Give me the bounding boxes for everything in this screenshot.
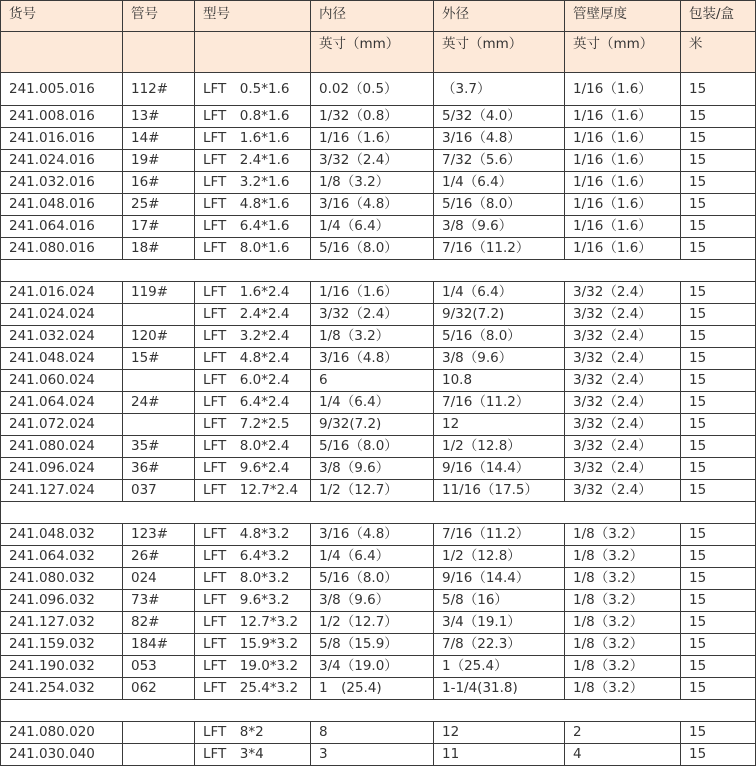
- wall-thickness-cell: 1/8（3.2）: [565, 612, 681, 634]
- item-number-cell: 241.096.024: [1, 458, 123, 480]
- outer-diameter-cell: 7/16（11.2）: [434, 392, 565, 414]
- table-row: [1, 348, 756, 370]
- model-cell: LFT 6.4*3.2: [195, 546, 311, 568]
- package-cell: 15: [681, 282, 756, 304]
- outer-diameter-cell: （3.7）: [434, 73, 565, 106]
- tube-number-cell: 123#: [123, 524, 195, 546]
- item-number-cell: 241.060.024: [1, 370, 123, 392]
- outer-diameter-cell: 7/32（5.6）: [434, 150, 565, 172]
- model-cell: LFT 1.6*1.6: [195, 128, 311, 150]
- package-cell: 15: [681, 392, 756, 414]
- units-row: [1, 32, 756, 73]
- inner-diameter-cell: 3/16（4.8）: [311, 348, 434, 370]
- wall-thickness-cell: 3/32（2.4）: [565, 480, 681, 502]
- package-cell: 15: [681, 634, 756, 656]
- group-separator-row: [1, 260, 756, 282]
- outer-diameter-cell: 12: [434, 722, 565, 744]
- outer-diameter-cell: 1/2（12.8）: [434, 436, 565, 458]
- tube-number-cell: [123, 744, 195, 766]
- table-row: [1, 326, 756, 348]
- item-number-cell: 241.064.024: [1, 392, 123, 414]
- inner-diameter-cell: 1/8（3.2）: [311, 172, 434, 194]
- tube-number-cell: 35#: [123, 436, 195, 458]
- table-row: [1, 744, 756, 766]
- inner-diameter-cell: 3/16（4.8）: [311, 524, 434, 546]
- table-body: [1, 73, 756, 766]
- wall-thickness-cell: 1/16（1.6）: [565, 106, 681, 128]
- wall-thickness-cell: 1/16（1.6）: [565, 216, 681, 238]
- inner-diameter-cell: 5/16（8.0）: [311, 436, 434, 458]
- outer-diameter-cell: 5/16（8.0）: [434, 194, 565, 216]
- outer-diameter-cell: 9/16（14.4）: [434, 568, 565, 590]
- inner-diameter-cell: 1/4（6.4）: [311, 216, 434, 238]
- package-cell: 15: [681, 656, 756, 678]
- outer-diameter-cell: 3/4（19.1）: [434, 612, 565, 634]
- wall-thickness-cell: 2: [565, 722, 681, 744]
- inner-diameter-cell: 1/4（6.4）: [311, 392, 434, 414]
- table-row: [1, 73, 756, 106]
- unit-cell: 英寸（mm）: [434, 32, 565, 73]
- table-row: [1, 392, 756, 414]
- wall-thickness-cell: 3/32（2.4）: [565, 348, 681, 370]
- model-cell: LFT 9.6*3.2: [195, 590, 311, 612]
- package-cell: 15: [681, 458, 756, 480]
- package-cell: 15: [681, 480, 756, 502]
- outer-diameter-cell: 3/8（9.6）: [434, 348, 565, 370]
- table-row: [1, 656, 756, 678]
- outer-diameter-cell: 11: [434, 744, 565, 766]
- outer-diameter-cell: 1/2（12.8）: [434, 546, 565, 568]
- model-cell: LFT 6.4*2.4: [195, 392, 311, 414]
- inner-diameter-cell: 5/16（8.0）: [311, 238, 434, 260]
- header-row: [1, 1, 756, 32]
- item-number-cell: 241.096.032: [1, 590, 123, 612]
- column-header-outer-diameter: 外径: [434, 1, 565, 32]
- inner-diameter-cell: 1/16（1.6）: [311, 128, 434, 150]
- package-cell: 15: [681, 722, 756, 744]
- wall-thickness-cell: 1/8（3.2）: [565, 656, 681, 678]
- table-row: [1, 106, 756, 128]
- inner-diameter-cell: 0.02（0.5）: [311, 73, 434, 106]
- item-number-cell: 241.190.032: [1, 656, 123, 678]
- model-cell: LFT 6.4*1.6: [195, 216, 311, 238]
- package-cell: 15: [681, 524, 756, 546]
- item-number-cell: 241.048.024: [1, 348, 123, 370]
- wall-thickness-cell: 1/16（1.6）: [565, 172, 681, 194]
- wall-thickness-cell: 1/8（3.2）: [565, 524, 681, 546]
- outer-diameter-cell: 1（25.4）: [434, 656, 565, 678]
- outer-diameter-cell: 3/16（4.8）: [434, 128, 565, 150]
- inner-diameter-cell: 3/16（4.8）: [311, 194, 434, 216]
- column-header-package: 包装/盒: [681, 1, 756, 32]
- inner-diameter-cell: 5/16（8.0）: [311, 568, 434, 590]
- inner-diameter-cell: 1/2（12.7）: [311, 480, 434, 502]
- package-cell: 15: [681, 436, 756, 458]
- inner-diameter-cell: 3/8（9.6）: [311, 590, 434, 612]
- outer-diameter-cell: 5/16（8.0）: [434, 326, 565, 348]
- item-number-cell: 241.008.016: [1, 106, 123, 128]
- inner-diameter-cell: 3/32（2.4）: [311, 304, 434, 326]
- table-row: [1, 590, 756, 612]
- inner-diameter-cell: 3/4（19.0）: [311, 656, 434, 678]
- item-number-cell: 241.127.024: [1, 480, 123, 502]
- tube-number-cell: 17#: [123, 216, 195, 238]
- package-cell: 15: [681, 744, 756, 766]
- table-row: [1, 282, 756, 304]
- tube-number-cell: 19#: [123, 150, 195, 172]
- unit-cell: [1, 32, 123, 73]
- item-number-cell: 241.254.032: [1, 678, 123, 700]
- wall-thickness-cell: 3/32（2.4）: [565, 458, 681, 480]
- model-cell: LFT 0.8*1.6: [195, 106, 311, 128]
- model-cell: LFT 8.0*2.4: [195, 436, 311, 458]
- model-cell: LFT 8.0*1.6: [195, 238, 311, 260]
- package-cell: 15: [681, 370, 756, 392]
- tube-number-cell: 053: [123, 656, 195, 678]
- tube-number-cell: 82#: [123, 612, 195, 634]
- outer-diameter-cell: 7/16（11.2）: [434, 238, 565, 260]
- column-header-wall-thickness: 管壁厚度: [565, 1, 681, 32]
- separator-cell: [1, 502, 756, 524]
- wall-thickness-cell: 1/16（1.6）: [565, 194, 681, 216]
- inner-diameter-cell: 9/32(7.2): [311, 414, 434, 436]
- tube-number-cell: 119#: [123, 282, 195, 304]
- unit-cell: 英寸（mm）: [565, 32, 681, 73]
- item-number-cell: 241.016.024: [1, 282, 123, 304]
- table-row: [1, 524, 756, 546]
- item-number-cell: 241.032.016: [1, 172, 123, 194]
- wall-thickness-cell: 3/32（2.4）: [565, 282, 681, 304]
- table-row: [1, 150, 756, 172]
- wall-thickness-cell: 1/16（1.6）: [565, 128, 681, 150]
- outer-diameter-cell: 9/16（14.4）: [434, 458, 565, 480]
- wall-thickness-cell: 3/32（2.4）: [565, 304, 681, 326]
- tube-number-cell: 26#: [123, 546, 195, 568]
- wall-thickness-cell: 3/32（2.4）: [565, 436, 681, 458]
- item-number-cell: 241.159.032: [1, 634, 123, 656]
- wall-thickness-cell: 1/16（1.6）: [565, 73, 681, 106]
- table-row: [1, 216, 756, 238]
- model-cell: LFT 4.8*1.6: [195, 194, 311, 216]
- table-row: [1, 238, 756, 260]
- outer-diameter-cell: 1-1/4(31.8): [434, 678, 565, 700]
- tube-number-cell: 15#: [123, 348, 195, 370]
- package-cell: 15: [681, 612, 756, 634]
- inner-diameter-cell: 1/4（6.4）: [311, 546, 434, 568]
- item-number-cell: 241.032.024: [1, 326, 123, 348]
- inner-diameter-cell: 3: [311, 744, 434, 766]
- outer-diameter-cell: 1/4（6.4）: [434, 172, 565, 194]
- unit-cell: [195, 32, 311, 73]
- tube-number-cell: 062: [123, 678, 195, 700]
- wall-thickness-cell: 4: [565, 744, 681, 766]
- model-cell: LFT 4.8*2.4: [195, 348, 311, 370]
- tube-number-cell: [123, 722, 195, 744]
- item-number-cell: 241.024.024: [1, 304, 123, 326]
- tube-number-cell: [123, 370, 195, 392]
- inner-diameter-cell: 1/2（12.7）: [311, 612, 434, 634]
- item-number-cell: 241.080.032: [1, 568, 123, 590]
- outer-diameter-cell: 12: [434, 414, 565, 436]
- table-row: [1, 568, 756, 590]
- tube-number-cell: 36#: [123, 458, 195, 480]
- tube-number-cell: 120#: [123, 326, 195, 348]
- model-cell: LFT 4.8*3.2: [195, 524, 311, 546]
- table-row: [1, 128, 756, 150]
- tube-number-cell: 13#: [123, 106, 195, 128]
- model-cell: LFT 3.2*2.4: [195, 326, 311, 348]
- table-row: [1, 634, 756, 656]
- model-cell: LFT 3.2*1.6: [195, 172, 311, 194]
- model-cell: LFT 19.0*3.2: [195, 656, 311, 678]
- model-cell: LFT 6.0*2.4: [195, 370, 311, 392]
- package-cell: 15: [681, 238, 756, 260]
- item-number-cell: 241.048.032: [1, 524, 123, 546]
- package-cell: 15: [681, 414, 756, 436]
- wall-thickness-cell: 1/8（3.2）: [565, 590, 681, 612]
- package-cell: 15: [681, 150, 756, 172]
- column-header-tube-number: 管号: [123, 1, 195, 32]
- table-row: [1, 612, 756, 634]
- model-cell: LFT 0.5*1.6: [195, 73, 311, 106]
- table-row: [1, 546, 756, 568]
- model-cell: LFT 2.4*2.4: [195, 304, 311, 326]
- table-row: [1, 480, 756, 502]
- model-cell: LFT 3*4: [195, 744, 311, 766]
- item-number-cell: 241.064.032: [1, 546, 123, 568]
- inner-diameter-cell: 8: [311, 722, 434, 744]
- package-cell: 15: [681, 216, 756, 238]
- tube-number-cell: 14#: [123, 128, 195, 150]
- wall-thickness-cell: 1/8（3.2）: [565, 546, 681, 568]
- wall-thickness-cell: 1/8（3.2）: [565, 634, 681, 656]
- wall-thickness-cell: 3/32（2.4）: [565, 392, 681, 414]
- inner-diameter-cell: 1/32（0.8）: [311, 106, 434, 128]
- outer-diameter-cell: 5/8（16）: [434, 590, 565, 612]
- package-cell: 15: [681, 546, 756, 568]
- tube-number-cell: 037: [123, 480, 195, 502]
- model-cell: LFT 15.9*3.2: [195, 634, 311, 656]
- table-row: [1, 436, 756, 458]
- outer-diameter-cell: 1/4（6.4）: [434, 282, 565, 304]
- outer-diameter-cell: 7/8（22.3）: [434, 634, 565, 656]
- table-header: [1, 1, 756, 73]
- model-cell: LFT 25.4*3.2: [195, 678, 311, 700]
- inner-diameter-cell: 1/16（1.6）: [311, 282, 434, 304]
- wall-thickness-cell: 1/8（3.2）: [565, 568, 681, 590]
- table-row: [1, 722, 756, 744]
- table-row: [1, 172, 756, 194]
- model-cell: LFT 12.7*3.2: [195, 612, 311, 634]
- package-cell: 15: [681, 73, 756, 106]
- inner-diameter-cell: 6: [311, 370, 434, 392]
- group-separator-row: [1, 502, 756, 524]
- package-cell: 15: [681, 678, 756, 700]
- tube-number-cell: 184#: [123, 634, 195, 656]
- table-row: [1, 370, 756, 392]
- wall-thickness-cell: 1/8（3.2）: [565, 678, 681, 700]
- item-number-cell: 241.080.020: [1, 722, 123, 744]
- item-number-cell: 241.080.024: [1, 436, 123, 458]
- tube-number-cell: [123, 304, 195, 326]
- item-number-cell: 241.030.040: [1, 744, 123, 766]
- column-header-inner-diameter: 内径: [311, 1, 434, 32]
- outer-diameter-cell: 9/32(7.2): [434, 304, 565, 326]
- item-number-cell: 241.080.016: [1, 238, 123, 260]
- wall-thickness-cell: 3/32（2.4）: [565, 414, 681, 436]
- separator-cell: [1, 260, 756, 282]
- inner-diameter-cell: 1/8（3.2）: [311, 326, 434, 348]
- item-number-cell: 241.127.032: [1, 612, 123, 634]
- model-cell: LFT 7.2*2.5: [195, 414, 311, 436]
- tube-number-cell: [123, 414, 195, 436]
- table-row: [1, 414, 756, 436]
- wall-thickness-cell: 3/32（2.4）: [565, 370, 681, 392]
- package-cell: 15: [681, 568, 756, 590]
- outer-diameter-cell: 5/32（4.0）: [434, 106, 565, 128]
- package-cell: 15: [681, 172, 756, 194]
- inner-diameter-cell: 1 (25.4): [311, 678, 434, 700]
- group-separator-row: [1, 700, 756, 722]
- model-cell: LFT 2.4*1.6: [195, 150, 311, 172]
- model-cell: LFT 12.7*2.4: [195, 480, 311, 502]
- outer-diameter-cell: 3/8（9.6）: [434, 216, 565, 238]
- inner-diameter-cell: 3/32（2.4）: [311, 150, 434, 172]
- tube-number-cell: 16#: [123, 172, 195, 194]
- model-cell: LFT 8*2: [195, 722, 311, 744]
- model-cell: LFT 9.6*2.4: [195, 458, 311, 480]
- wall-thickness-cell: 3/32（2.4）: [565, 326, 681, 348]
- package-cell: 15: [681, 348, 756, 370]
- package-cell: 15: [681, 128, 756, 150]
- tube-number-cell: 024: [123, 568, 195, 590]
- wall-thickness-cell: 1/16（1.6）: [565, 150, 681, 172]
- wall-thickness-cell: 1/16（1.6）: [565, 238, 681, 260]
- tube-number-cell: 24#: [123, 392, 195, 414]
- tube-number-cell: 25#: [123, 194, 195, 216]
- package-cell: 15: [681, 194, 756, 216]
- package-cell: 15: [681, 326, 756, 348]
- item-number-cell: 241.016.016: [1, 128, 123, 150]
- package-cell: 15: [681, 106, 756, 128]
- item-number-cell: 241.005.016: [1, 73, 123, 106]
- tube-number-cell: 18#: [123, 238, 195, 260]
- inner-diameter-cell: 3/8（9.6）: [311, 458, 434, 480]
- package-cell: 15: [681, 590, 756, 612]
- outer-diameter-cell: 10.8: [434, 370, 565, 392]
- item-number-cell: 241.064.016: [1, 216, 123, 238]
- item-number-cell: 241.024.016: [1, 150, 123, 172]
- item-number-cell: 241.048.016: [1, 194, 123, 216]
- tube-number-cell: 73#: [123, 590, 195, 612]
- tube-number-cell: 112#: [123, 73, 195, 106]
- model-cell: LFT 8.0*3.2: [195, 568, 311, 590]
- table-row: [1, 678, 756, 700]
- table-row: [1, 458, 756, 480]
- inner-diameter-cell: 5/8（15.9）: [311, 634, 434, 656]
- separator-cell: [1, 700, 756, 722]
- item-number-cell: 241.072.024: [1, 414, 123, 436]
- unit-cell: [123, 32, 195, 73]
- column-header-item-number: 货号: [1, 1, 123, 32]
- model-cell: LFT 1.6*2.4: [195, 282, 311, 304]
- package-cell: 15: [681, 304, 756, 326]
- outer-diameter-cell: 11/16（17.5）: [434, 480, 565, 502]
- table-row: [1, 304, 756, 326]
- unit-cell: 米: [681, 32, 756, 73]
- table-row: [1, 194, 756, 216]
- unit-cell: 英寸（mm）: [311, 32, 434, 73]
- outer-diameter-cell: 7/16（11.2）: [434, 524, 565, 546]
- column-header-model: 型号: [195, 1, 311, 32]
